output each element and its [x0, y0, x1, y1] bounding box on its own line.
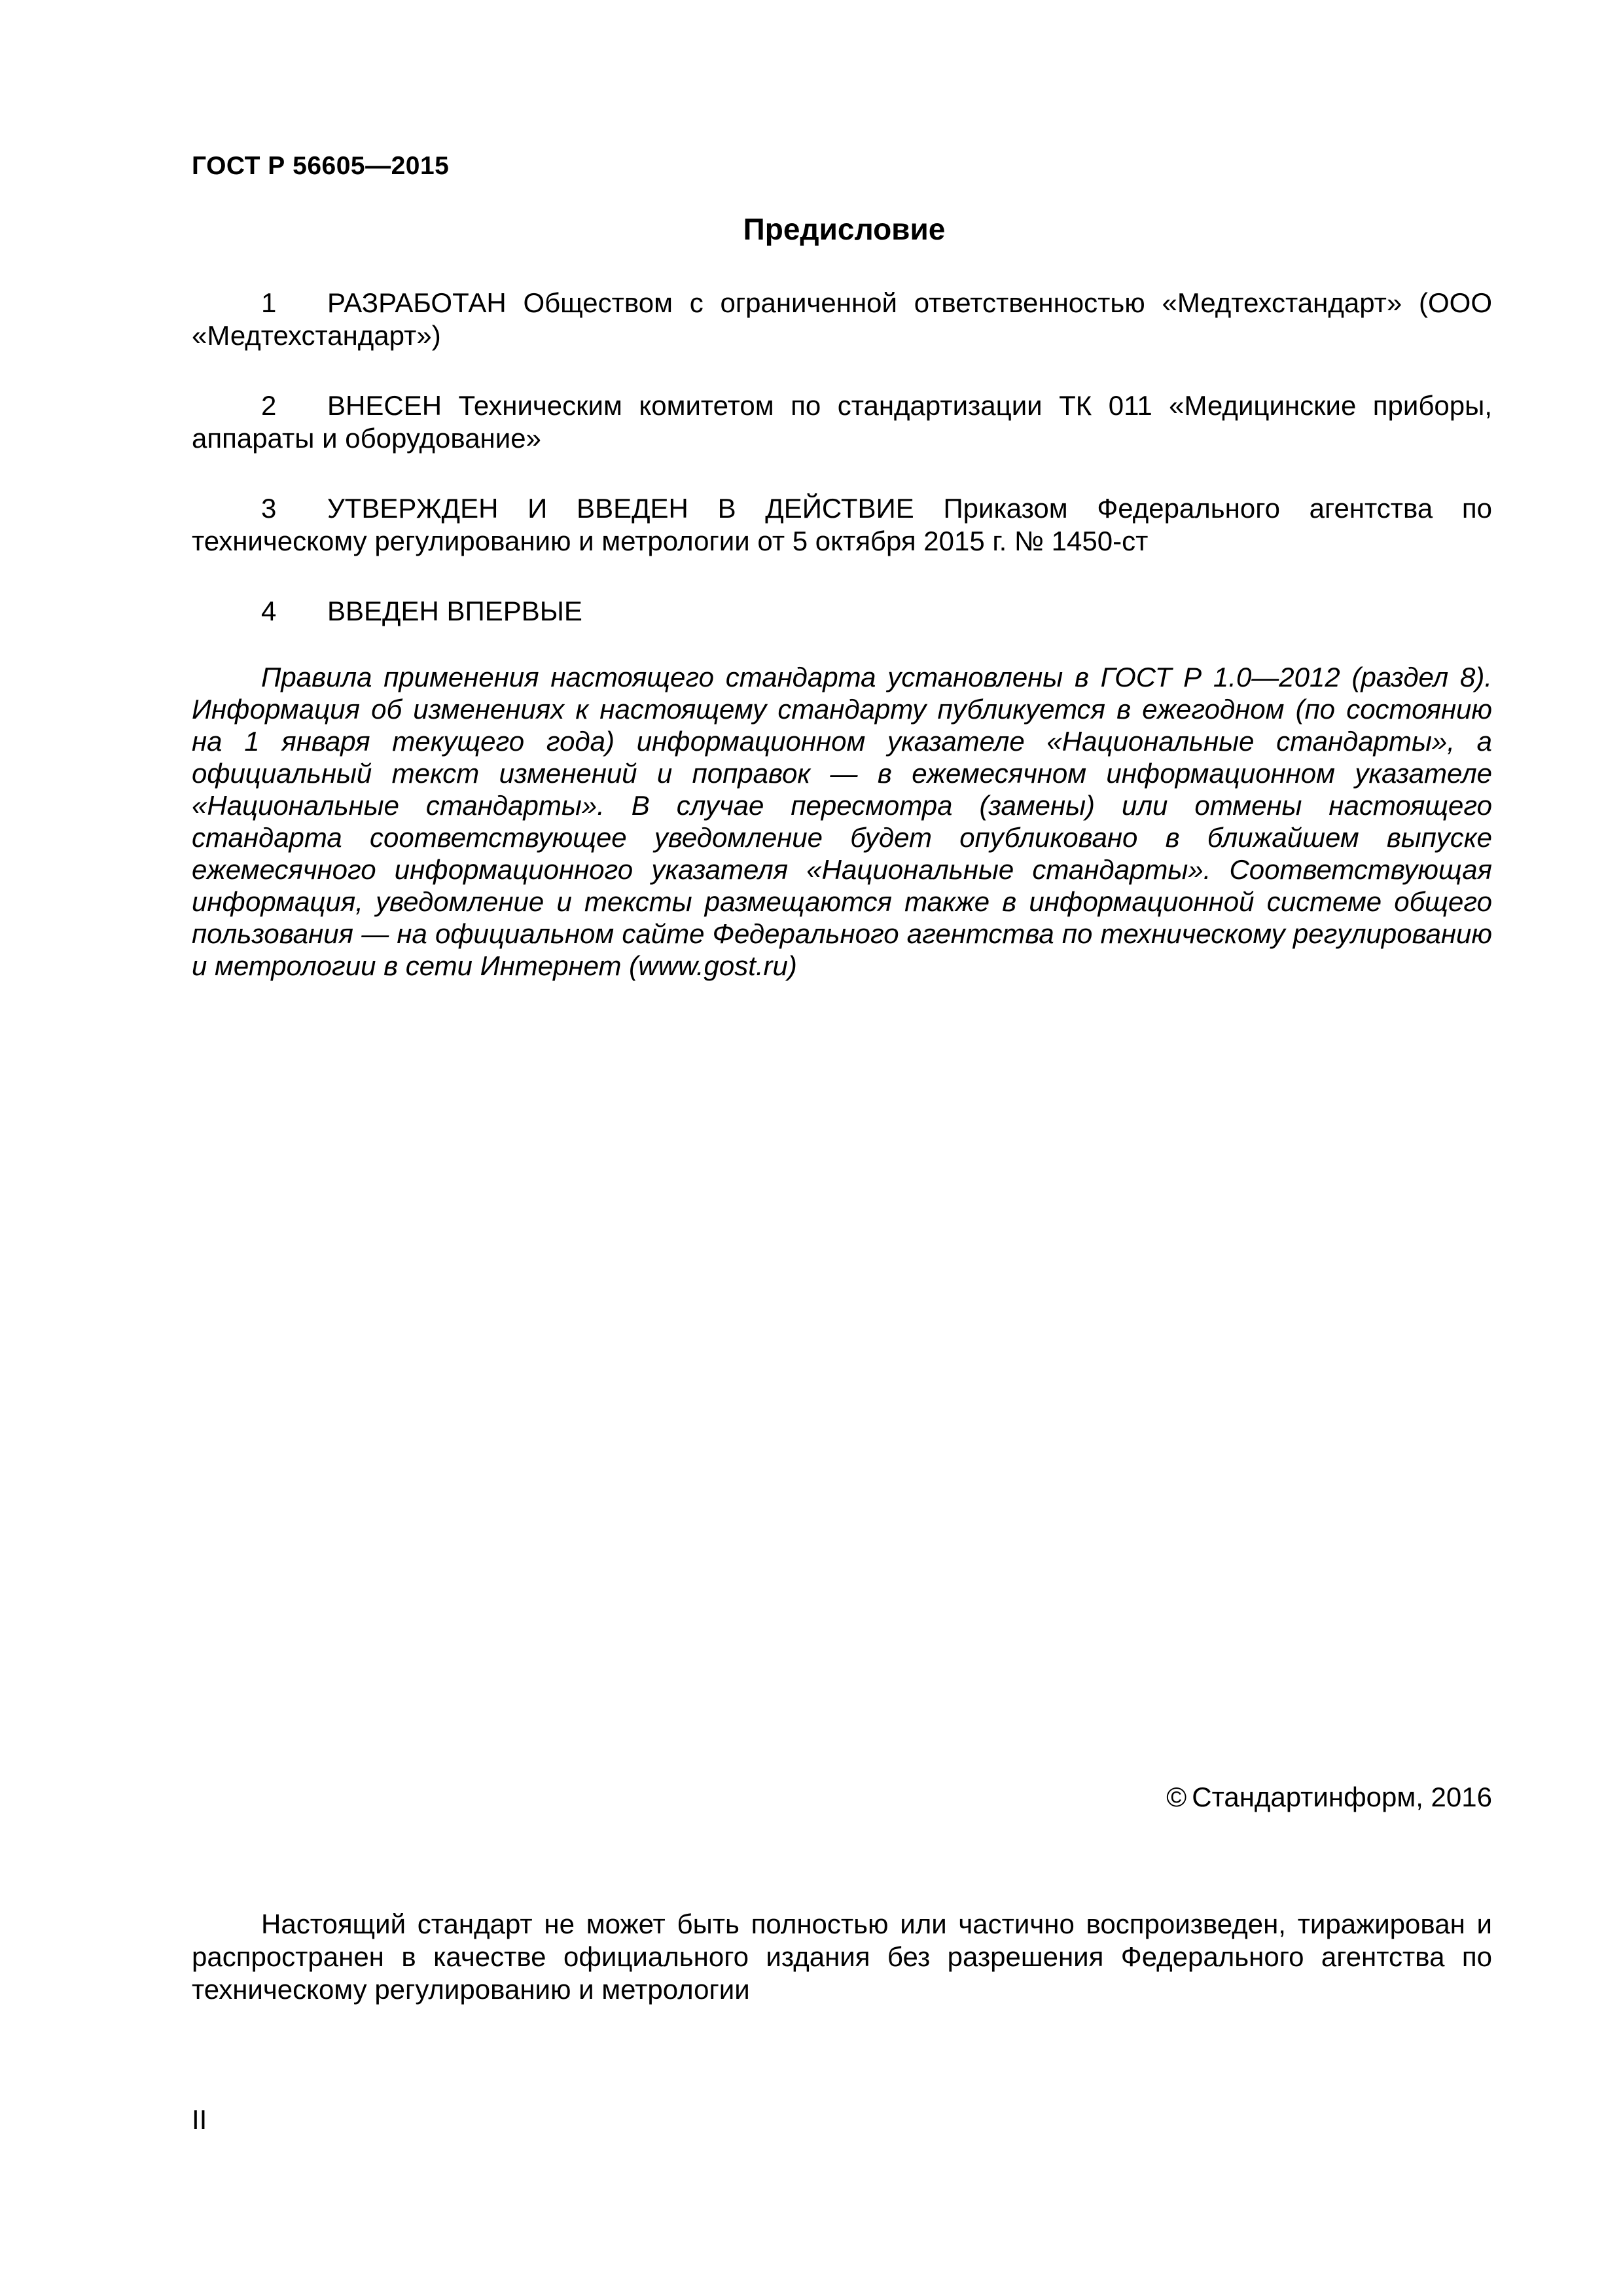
- reproduction-rights-notice: Настоящий стандарт не может быть полностью или частично воспроизведен, тиражирован и распространен в качестве официального издания без разрешения Федерального агентства по техническому регулированию и метрологии: [192, 1909, 1492, 2005]
- item-number: 3: [261, 493, 277, 524]
- foreword-item-2: [192, 389, 1492, 455]
- foreword-item-3: [192, 492, 1492, 558]
- page-title: Предисловие: [743, 212, 946, 246]
- foreword-items-list: [192, 287, 1492, 665]
- item-text: УТВЕРЖДЕН И ВВЕДЕН В ДЕЙСТВИЕ Приказом Федерального агентства по техническому регулированию и метрологии от 5 октября 2015 г. № 1450-ст: [192, 493, 1492, 556]
- item-number: 2: [261, 390, 277, 421]
- item-text: РАЗРАБОТАН Обществом с ограниченной ответственностью «Медтехстандарт» (ООО «Медтехстандарт»): [192, 287, 1492, 351]
- item-number: 4: [261, 596, 277, 626]
- application-rules-note: Правила применения настоящего стандарта установлены в ГОСТ Р 1.0—2012 (раздел 8). Информация об изменениях к настоящему стандарту публикуется в ежегодном (по состоянию на 1 января текущего года) информационном указателе «Национальные стандарты», а официальный текст изменений и поправок — в ежемесячном информационном указателе «Национальные стандарты». В случае пересмотра (замены) или отмены настоящего стандарта соответствующее уведомление будет опубликовано в ближайшем выпуске ежемесячного информационного указателя «Национальные стандарты». Соответствующая информация, уведомление и тексты размещаются также в информационной системе общего пользования — на официальном сайте Федерального агентства по техническому регулированию и метрологии в сети Интернет (www.gost.ru): [192, 662, 1492, 981]
- item-text: ВВЕДЕН ВПЕРВЫЕ: [327, 596, 582, 626]
- item-text: ВНЕСЕН Техническим комитетом по стандартизации ТК 011 «Медицинские приборы, аппараты и оборудование»: [192, 390, 1492, 454]
- document-code: ГОСТ Р 56605—2015: [192, 152, 450, 180]
- copyright-line: [1166, 1782, 1492, 1813]
- foreword-item-4: [192, 595, 1492, 628]
- copyright-text: Стандартинформ, 2016: [1192, 1782, 1492, 1812]
- foreword-item-1: [192, 287, 1492, 352]
- copyright-icon: ©: [1166, 1782, 1187, 1812]
- item-number: 1: [261, 287, 277, 318]
- page-number: II: [192, 2104, 207, 2135]
